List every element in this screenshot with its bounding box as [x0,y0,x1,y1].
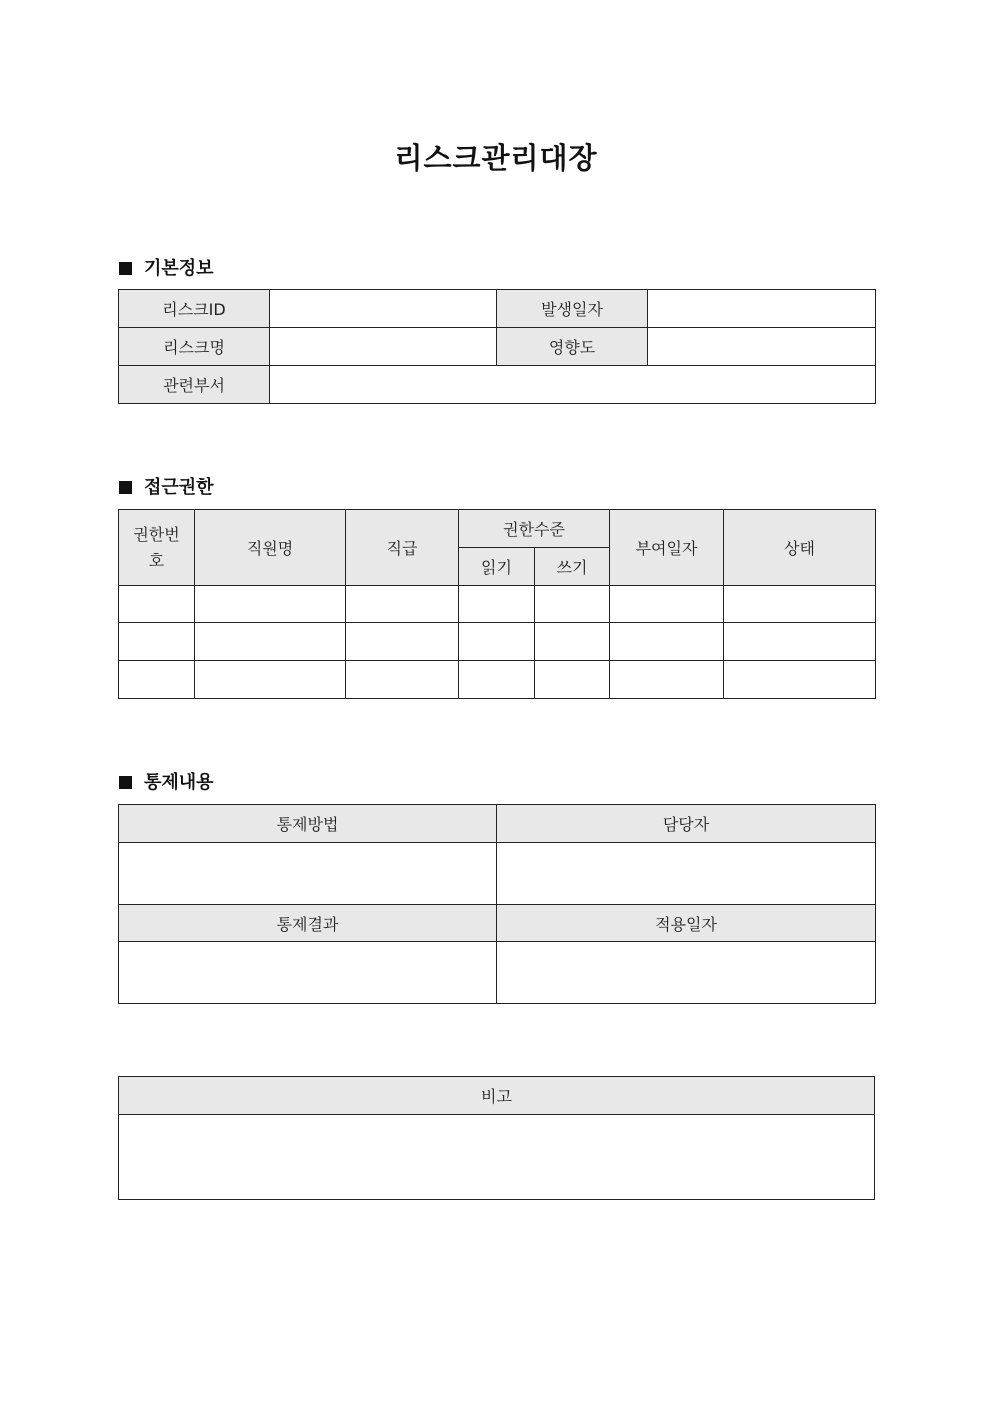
auth-no-header: 권한번호 [119,510,195,586]
section-title: 접근권한 [144,477,214,498]
employee-name-cell[interactable] [195,586,346,623]
status-cell[interactable] [724,586,876,623]
occurrence-date-label: 발생일자 [497,290,648,328]
remarks-table [118,1076,875,1200]
write-cell[interactable] [535,661,610,699]
table-header-row [119,1077,875,1115]
table-row [119,623,876,661]
apply-date-field[interactable] [497,942,876,1004]
page-title: 리스크관리대장 [394,141,598,175]
position-cell[interactable] [346,661,459,699]
grant-date-cell[interactable] [610,661,724,699]
grant-date-cell[interactable] [610,623,724,661]
write-cell[interactable] [535,586,610,623]
grant-date-cell[interactable] [610,586,724,623]
section-heading-basic-info [119,254,214,280]
apply-date-label: 적용일자 [497,905,876,942]
auth-no-cell[interactable] [119,586,195,623]
table-row [119,843,876,905]
control-method-field[interactable] [119,843,497,905]
table-header-row [119,805,876,843]
read-cell[interactable] [459,623,535,661]
section-title: 기본정보 [144,258,214,279]
auth-no-cell[interactable] [119,623,195,661]
risk-name-field[interactable] [270,328,497,366]
risk-name-label: 리스크명 [119,328,270,366]
remarks-label: 비고 [119,1077,875,1115]
remarks-field[interactable] [119,1115,875,1200]
table-row [119,586,876,623]
position-header: 직급 [346,510,459,586]
table-row [119,328,876,366]
write-header: 쓰기 [535,548,610,586]
basic-info-table [118,289,876,404]
employee-name-header: 직원명 [195,510,346,586]
occurrence-date-field[interactable] [648,290,876,328]
table-row [119,661,876,699]
related-dept-field[interactable] [270,366,876,404]
square-bullet-icon [119,481,132,494]
control-method-label: 통제방법 [119,805,497,843]
status-cell[interactable] [724,661,876,699]
grant-date-header: 부여일자 [610,510,724,586]
impact-field[interactable] [648,328,876,366]
section-heading-access-rights [119,473,214,499]
control-table [118,804,876,1004]
access-rights-table [118,509,876,699]
table-row [119,290,876,328]
impact-label: 영향도 [497,328,648,366]
position-cell[interactable] [346,623,459,661]
position-cell[interactable] [346,586,459,623]
risk-id-label: 리스크ID [119,290,270,328]
read-cell[interactable] [459,661,535,699]
status-header: 상태 [724,510,876,586]
auth-no-cell[interactable] [119,661,195,699]
related-dept-label: 관련부서 [119,366,270,404]
square-bullet-icon [119,262,132,275]
employee-name-cell[interactable] [195,661,346,699]
square-bullet-icon [119,776,132,789]
read-header: 읽기 [459,548,535,586]
control-result-field[interactable] [119,942,497,1004]
auth-level-header: 권한수준 [459,510,610,548]
owner-field[interactable] [497,843,876,905]
write-cell[interactable] [535,623,610,661]
section-title: 통제내용 [144,772,214,793]
employee-name-cell[interactable] [195,623,346,661]
table-row [119,942,876,1004]
section-heading-control [119,768,214,794]
table-row [119,1115,875,1200]
owner-label: 담당자 [497,805,876,843]
table-header-row [119,510,876,548]
read-cell[interactable] [459,586,535,623]
status-cell[interactable] [724,623,876,661]
table-row [119,366,876,404]
table-header-row [119,905,876,942]
control-result-label: 통제결과 [119,905,497,942]
risk-id-field[interactable] [270,290,497,328]
